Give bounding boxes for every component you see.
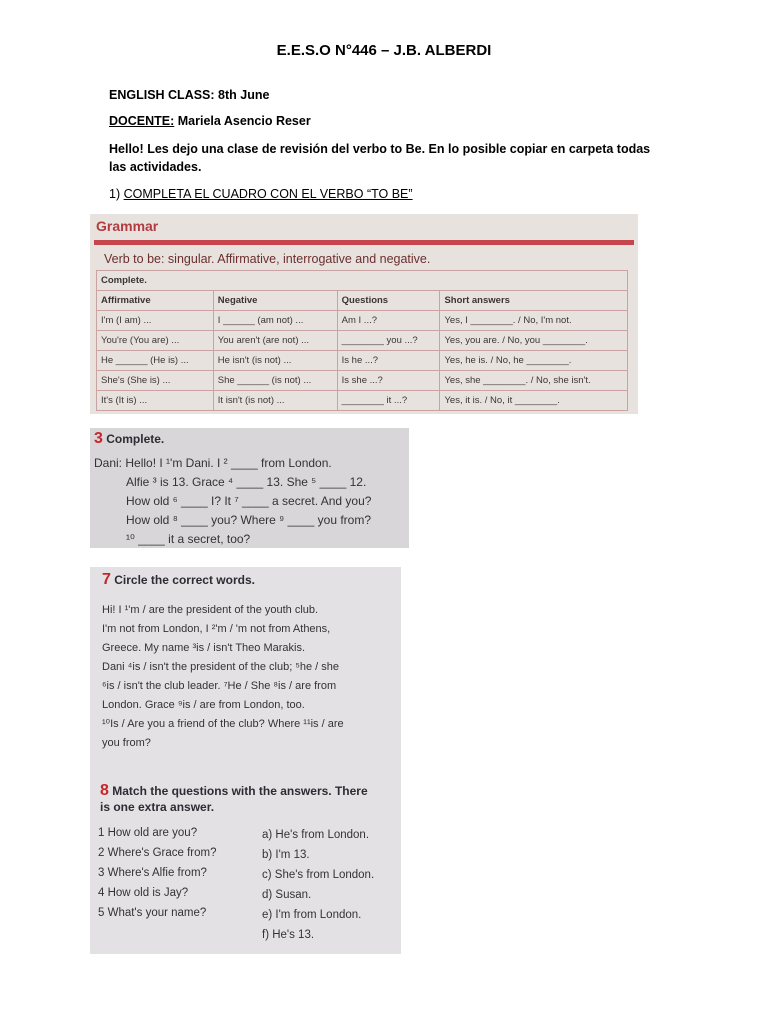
exercise-line: London. Grace ⁹is / are from London, too. — [102, 699, 305, 711]
table-cell: You're (You are) ... — [97, 331, 214, 351]
exercise8-title-line2: is one extra answer. — [100, 800, 215, 814]
grammar-row — [97, 311, 628, 331]
exercise7-heading — [102, 571, 255, 589]
exercise-line: I'm not from London, I ²'m / 'm not from Athens, — [102, 623, 331, 635]
teacher-name: Mariela Asencio Reser — [177, 114, 311, 128]
school-title: E.E.S.O N°446 – J.B. ALBERDI — [276, 42, 492, 59]
exercise-line: Greece. My name ³is / isn't Theo Marakis. — [102, 642, 306, 654]
teacher-label: DOCENTE: — [109, 114, 175, 128]
table-cell: ________ you ...? — [337, 331, 440, 351]
table-cell: ________ it ...? — [337, 391, 440, 411]
exercise-line: Dani: Hello! I ¹'m Dani. I ² ____ from London. — [94, 456, 332, 470]
exercise3-title: Complete. — [106, 432, 165, 446]
answer-item: a) He's from London. — [262, 829, 370, 841]
exercise3-photo — [90, 428, 409, 548]
header-questions: Questions — [337, 291, 440, 311]
exercise-line: Dani ⁴is / isn't the president of the club; ⁵he / she — [102, 661, 340, 673]
grammar-row — [97, 391, 628, 411]
header-affirmative: Affirmative — [97, 291, 214, 311]
table-cell: Yes, you are. / No, you ________. — [440, 331, 628, 351]
table-cell: Yes, it is. / No, it ________. — [440, 391, 628, 411]
table-cell: She ______ (is not) ... — [213, 371, 337, 391]
grammar-photo — [90, 214, 638, 414]
table-cell: It's (It is) ... — [97, 391, 214, 411]
table-cell: Is he ...? — [337, 351, 440, 371]
table-cell: I ______ (am not) ... — [213, 311, 337, 331]
exercise8-heading — [100, 783, 368, 815]
table-cell: Yes, I ________. / No, I'm not. — [440, 311, 628, 331]
grammar-complete-label: Complete. — [97, 271, 628, 291]
table-cell: She's (She is) ... — [97, 371, 214, 391]
exercise-line: ¹⁰ ____ it a secret, too? — [126, 532, 251, 546]
table-cell: Am I ...? — [337, 311, 440, 331]
task-number: 1) — [109, 187, 121, 201]
teacher-line — [109, 114, 311, 128]
exercise-line: Alfie ³ is 13. Grace ⁴ ____ 13. She ⁵ ____ 12. — [126, 475, 367, 489]
answer-item: d) Susan. — [262, 889, 312, 901]
table-cell: He isn't (is not) ... — [213, 351, 337, 371]
table-cell: It isn't (is not) ... — [213, 391, 337, 411]
exercise7-8-photo — [90, 567, 401, 954]
answer-item: e) I'm from London. — [262, 909, 362, 921]
question-item: 1 How old are you? — [98, 827, 198, 839]
table-cell: Yes, she ________. / No, she isn't. — [440, 371, 628, 391]
intro-paragraph: Hello! Les dejo una clase de revisión del verbo to Be. En lo posible copiar en carpeta todas las actividades. — [109, 142, 651, 174]
question-item: 3 Where's Alfie from? — [98, 867, 207, 879]
answer-item: f) He's 13. — [262, 929, 315, 941]
exercise-line: How old ⁸ ____ you? Where ⁹ ____ you from? — [126, 513, 372, 527]
question-item: 5 What's your name? — [98, 907, 207, 919]
grammar-title: Grammar — [96, 218, 159, 234]
exercise-line: you from? — [102, 737, 151, 749]
table-cell: Is she ...? — [337, 371, 440, 391]
grammar-row — [97, 331, 628, 351]
grammar-row — [97, 351, 628, 371]
exercise8-title-line1: Match the questions with the answers. There — [112, 784, 368, 798]
table-cell: You aren't (are not) ... — [213, 331, 337, 351]
grammar-header-row — [97, 291, 628, 311]
grammar-row — [97, 371, 628, 391]
class-line: ENGLISH CLASS: 8th June — [109, 88, 270, 102]
table-cell: He ______ (He is) ... — [97, 351, 214, 371]
exercise3-number: 3 — [94, 430, 103, 447]
answer-item: c) She's from London. — [262, 869, 375, 881]
exercise7-title: Circle the correct words. — [114, 573, 255, 587]
task-line — [109, 187, 413, 201]
table-cell: Yes, he is. / No, he ________. — [440, 351, 628, 371]
exercise-line: ⁶is / isn't the club leader. ⁷He / She ⁸is / are from — [102, 680, 337, 692]
exercise8-number: 8 — [100, 782, 109, 799]
exercise3-lines — [94, 454, 371, 548]
grammar-subtitle: Verb to be: singular. Affirmative, interrogative and negative. — [104, 252, 431, 266]
table-cell: I'm (I am) ... — [97, 311, 214, 331]
answer-item: b) I'm 13. — [262, 849, 310, 861]
grammar-table — [96, 270, 628, 411]
question-item: 2 Where's Grace from? — [98, 847, 217, 859]
exercise-line: How old ⁶ ____ I? It ⁷ ____ a secret. And you? — [126, 494, 372, 508]
exercise8-questions — [98, 823, 217, 923]
exercise3-heading — [94, 430, 164, 448]
header-negative: Negative — [213, 291, 337, 311]
task-text: COMPLETA EL CUADRO CON EL VERBO “TO BE” — [123, 187, 413, 201]
exercise7-lines — [102, 601, 344, 753]
header-short-answers: Short answers — [440, 291, 628, 311]
grammar-divider — [94, 240, 634, 245]
exercise-line: Hi! I ¹'m / are the president of the youth club. — [102, 604, 319, 616]
question-item: 4 How old is Jay? — [98, 887, 189, 899]
exercise7-number: 7 — [102, 571, 111, 588]
exercise8-answers — [262, 825, 374, 945]
exercise-line: ¹⁰Is / Are you a friend of the club? Where ¹¹is / are — [102, 718, 344, 730]
